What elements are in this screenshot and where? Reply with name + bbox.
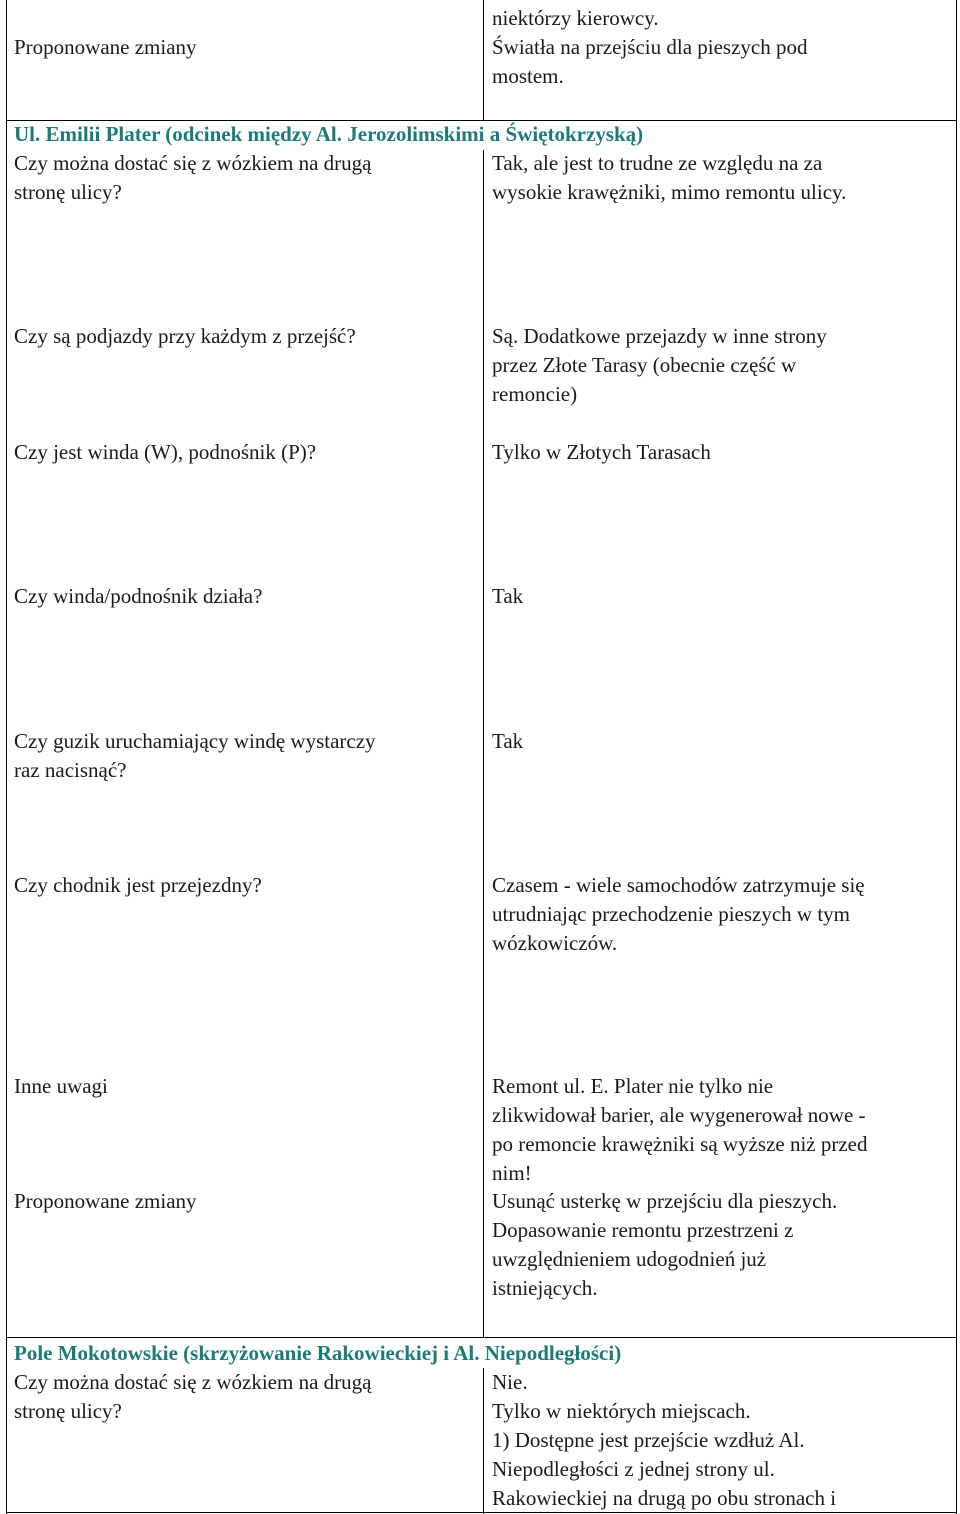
continued-answer: niektórzy kierowcy. bbox=[492, 6, 659, 30]
table-border-right bbox=[956, 0, 957, 1514]
answer-elevator-works: Tak bbox=[492, 584, 524, 608]
question-elevator-works: Czy winda/podnośnik działa? bbox=[14, 584, 263, 608]
answer-proposed-changes: Usunąć usterkę w przejściu dla pieszych. Dopasowanie remontu przestrzeni z uwzględnieniem udogodnień już istniejących. bbox=[492, 1189, 838, 1300]
question-elevator: Czy jest winda (W), podnośnik (P)? bbox=[14, 440, 317, 464]
answer-other-remarks: Remont ul. E. Plater nie tylko nie zlikwidował barier, ale wygenerował nowe - po remoncie krawężniki są wyższe niż przed nim! bbox=[492, 1074, 868, 1185]
question-elevator-button: Czy guzik uruchamiający windę wystarczy raz nacisnąć? bbox=[14, 729, 376, 782]
proposed-changes-label: Proponowane zmiany bbox=[14, 35, 197, 59]
section-heading-mokotowskie: Pole Mokotowskie (skrzyżowanie Rakowieckiej i Al. Niepodległości) bbox=[14, 1341, 622, 1365]
section-heading-plater: Ul. Emilii Plater (odcinek między Al. Jerozolimskimi a Świętokrzyską) bbox=[14, 122, 644, 146]
answer-sidewalk: Czasem - wiele samochodów zatrzymuje się utrudniając przechodzenie pieszych w tym wózkowiczów. bbox=[492, 873, 865, 955]
table-border-middle-upper bbox=[483, 0, 484, 120]
answer-ramps: Są. Dodatkowe przejazdy w inne strony przez Złote Tarasy (obecnie część w remoncie) bbox=[492, 324, 827, 406]
answer-elevator: Tylko w Złotych Tarasach bbox=[492, 440, 711, 464]
table-border-middle-lower bbox=[483, 150, 484, 1337]
question-cross-street-mokotowskie: Czy można dostać się z wózkiem na drugą stronę ulicy? bbox=[14, 1370, 372, 1423]
question-cross-street: Czy można dostać się z wózkiem na drugą stronę ulicy? bbox=[14, 151, 372, 204]
answer-cross-street-mokotowskie: Nie. Tylko w niektórych miejscach. 1) Dostępne jest przejście wzdłuż Al. Niepodległości z jednej strony ul. Rakowieckiej na drugą po obu stronach i bbox=[492, 1370, 837, 1510]
question-proposed-changes: Proponowane zmiany bbox=[14, 1189, 197, 1213]
table-border-left bbox=[6, 0, 7, 1514]
proposed-changes-value: Światła na przejściu dla pieszych pod mostem. bbox=[492, 35, 808, 88]
row-divider-plater bbox=[6, 1337, 957, 1338]
answer-cross-street: Tak, ale jest to trudne ze względu na za wysokie krawężniki, mimo remontu ulicy. bbox=[492, 151, 847, 204]
answer-elevator-button: Tak bbox=[492, 729, 524, 753]
table-border-middle-bottom bbox=[483, 1368, 484, 1514]
question-other-remarks: Inne uwagi bbox=[14, 1074, 108, 1098]
question-ramps: Czy są podjazdy przy każdym z przejść? bbox=[14, 324, 356, 348]
question-sidewalk: Czy chodnik jest przejezdny? bbox=[14, 873, 262, 897]
